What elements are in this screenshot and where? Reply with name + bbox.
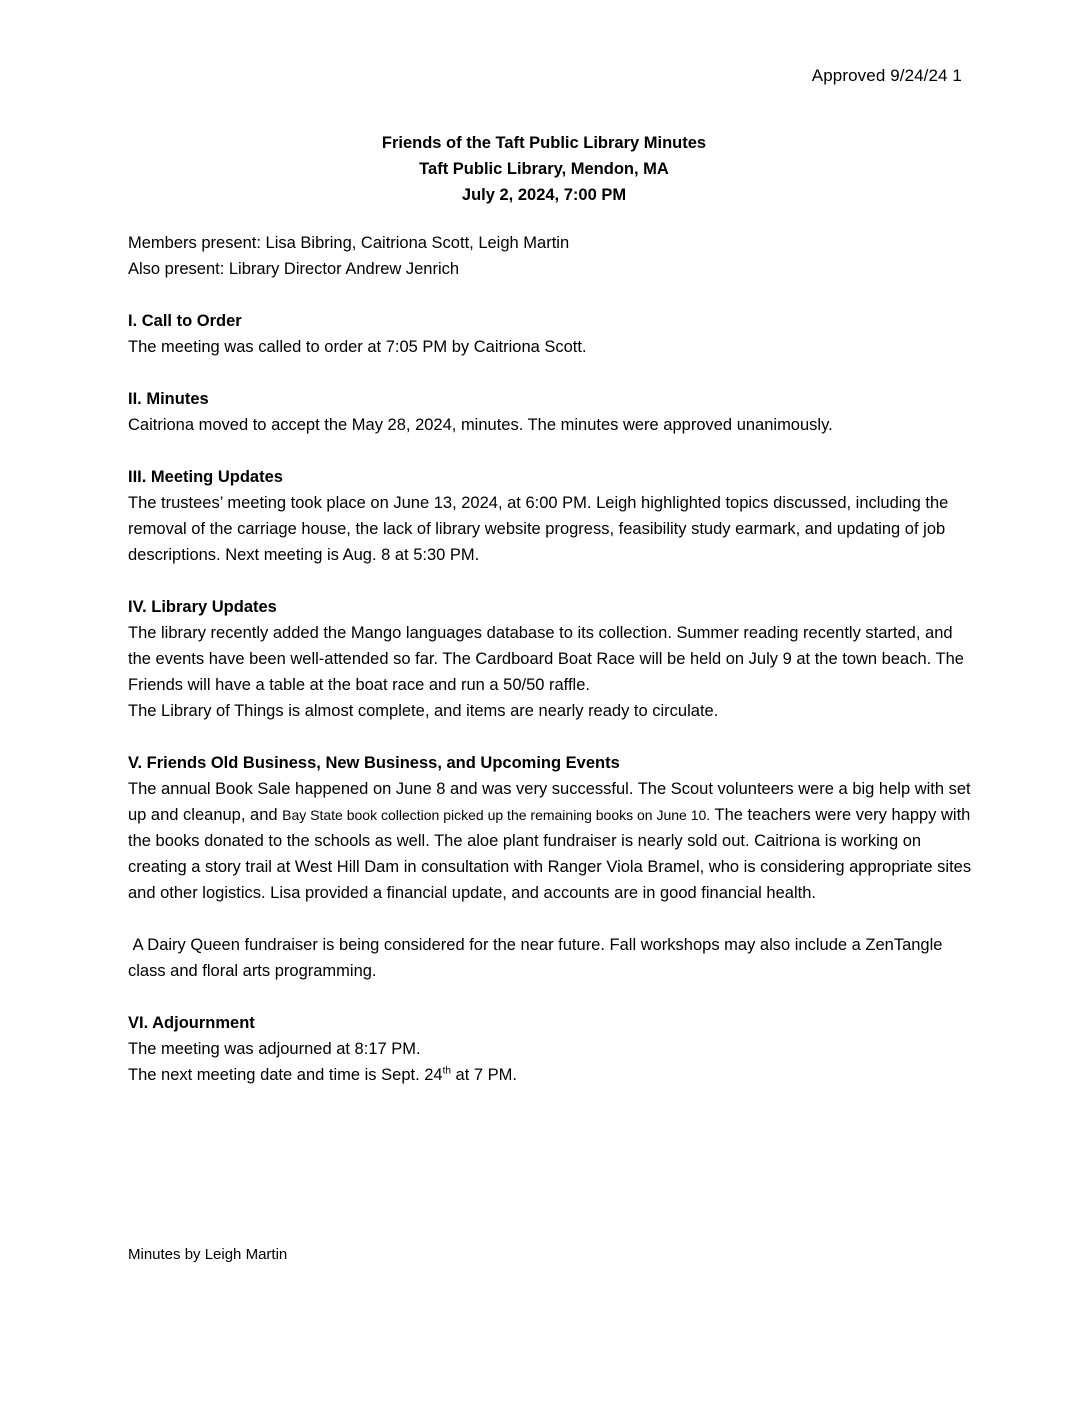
section-text [128, 1062, 978, 1088]
title-line-2: Taft Public Library, Mendon, MA [419, 160, 669, 178]
section-heading: VI. Adjournment [128, 1014, 255, 1032]
section-heading: II. Minutes [128, 390, 209, 408]
section-meeting-updates [128, 464, 978, 568]
approval-header: Approved 9/24/24 1 [811, 66, 962, 85]
minutes-signature: Minutes by Leigh Martin [128, 1246, 288, 1263]
section-heading: V. Friends Old Business, New Business, and Upcoming Events [128, 754, 620, 772]
section-adjournment [128, 1010, 978, 1088]
minutes-body [128, 230, 978, 1088]
attendance-block [128, 230, 978, 282]
section-text: The Library of Things is almost complete, and items are nearly ready to circulate. [128, 702, 719, 720]
text-part: The annual Book Sale happened on June 8 and was very successful. The Scout volunteers were a big help with set up and cleanup, and [128, 780, 971, 824]
document-title [0, 130, 1088, 208]
text-part: The teachers were very happy with the books donated to the schools as well. The aloe plant fundraiser is nearly sold out. Caitriona is working on creating a story trail at West Hill Dam in consultation with Ranger Viola Bramel, who is considering appropriate sites and other logistics. Lisa provided a financial update, and accounts are in good financial health. [128, 806, 972, 902]
text-part: at 7 PM. [450, 1066, 517, 1084]
section-text: The meeting was adjourned at 8:17 PM. [128, 1040, 421, 1058]
title-line-3: July 2, 2024, 7:00 PM [461, 186, 627, 204]
section-minutes [128, 386, 978, 438]
section-heading: IV. Library Updates [128, 598, 277, 616]
title-line-1: Friends of the Taft Public Library Minutes [381, 134, 707, 152]
section-call-to-order [128, 308, 978, 360]
section-text: The library recently added the Mango languages database to its collection. Summer reading recently started, and the events have been well-attended so far. The Cardboard Boat Race will be held on July 9 at the town beach. The Friends will have a table at the boat race and run a 50/50 raffle. [128, 624, 964, 694]
section-text: Caitriona moved to accept the May 28, 2024, minutes. The minutes were approved unanimously. [128, 416, 833, 434]
text-part: The next meeting date and time is Sept. 24 [128, 1066, 443, 1084]
section-heading: III. Meeting Updates [128, 468, 283, 486]
section-text: The meeting was called to order at 7:05 PM by Caitriona Scott. [128, 338, 587, 356]
ordinal-suffix: th [442, 1065, 451, 1077]
text-part-small: Bay State book collection picked up the remaining books on June 10. [282, 807, 711, 823]
section-text: The trustees’ meeting took place on June 13, 2024, at 6:00 PM. Leigh highlighted topics discussed, including the removal of the carriage house, the lack of library website progress, feasibility study earmark, and updating of job descriptions. Next meeting is Aug. 8 at 5:30 PM. [128, 494, 949, 564]
section-heading: I. Call to Order [128, 312, 242, 330]
section-text: A Dairy Queen fundraiser is being considered for the near future. Fall workshops may also include a ZenTangle class and floral arts programming. [128, 936, 948, 980]
section-friends-business [128, 750, 978, 984]
also-present: Also present: Library Director Andrew Jenrich [128, 260, 460, 278]
members-present: Members present: Lisa Bibring, Caitriona Scott, Leigh Martin [128, 234, 570, 252]
section-library-updates [128, 594, 978, 724]
section-text [128, 776, 978, 906]
